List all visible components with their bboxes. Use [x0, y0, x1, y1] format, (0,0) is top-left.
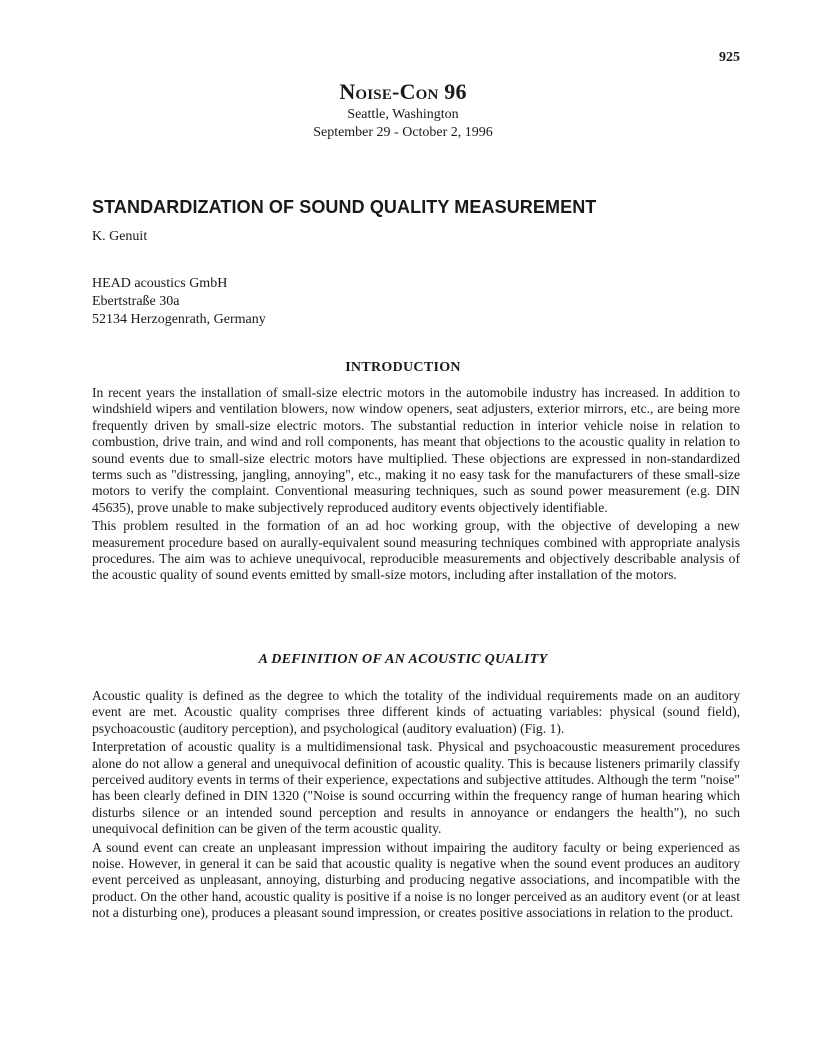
author-name: K. Genuit — [92, 229, 148, 244]
section-heading-definition: A DEFINITION OF AN ACOUSTIC QUALITY — [258, 652, 548, 667]
paragraph: A sound event can create an unpleasant impression without impairing the auditory faculty or being experienced as noise. However, in general it can be said that acoustic quality is negative when the sound event produces an auditory event perceived as unpleasant, annoying, disturbing and producing negative associations, and incompatible with the product. On the other hand, acoustic quality is positive if a noise is no longer perceived as an auditory event (or at least not a disturbing one), produces a pleasant sound impression, or creates positive associations in relation to the product. — [92, 839, 740, 921]
page-number: 925 — [719, 50, 740, 65]
paragraph: In recent years the installation of small-size electric motors in the automobile industry has increased. In addition to windshield wipers and ventilation blowers, now window openers, seat adjusters, exterior mirrors, etc., are being more frequently driven by small-size electric motors. The substantial reduction in interior vehicle noise in relation to combustion, drive train, and wind and roll components, has meant that objections to the acoustic quality in relation to sound events due to small-size electric motors have multiplied. These objections are expressed in non-standardized terms such as "distressing, jangling, annoying", etc., making it no easy task for the manufacturers of these small-size motors to verify the complaint. Conventional measuring techniques, such as sound power measurement (e.g. DIN 45635), prove unable to make subjectively reproduced auditory events objectively identifiable. — [92, 385, 740, 515]
conference-header — [0, 78, 806, 142]
paragraph: This problem resulted in the formation of an ad hoc working group, with the objective of developing a new measurement procedure based on aurally-equivalent sound measuring techniques combined with appropriate analysis procedures. The aim was to achieve unequivocal, reproducible measurements and objectively describable analysis of the acoustic quality of sound events emitted by small-size motors, including after installation of the motors. — [92, 518, 740, 583]
conference-dates: September 29 - October 2, 1996 — [313, 125, 493, 140]
introduction-body — [92, 385, 740, 586]
paragraph: Interpretation of acoustic quality is a multidimensional task. Physical and psychoacoustic measurement procedures alone do not allow a general and unequivocal definition of acoustic quality. This is because listeners primarily classify perceived auditory events in terms of their experience, expectations and subjective attitudes. Although the term "noise" has been clearly defined in DIN 1320 ("Noise is sound occurring within the frequency range of human hearing which disturbs silence or an intended sound perception and results in annoyance or endangers the health"), no such unequivocal definition can be given of the term acoustic quality. — [92, 739, 740, 837]
paragraph: Acoustic quality is defined as the degree to which the totality of the individual requirements made on an auditory event are met. Acoustic quality comprises three different kinds of actuating variables: physical (sound field), psychoacoustic (auditory perception), and psychological (auditory evaluation) (Fig. 1). — [92, 688, 740, 736]
author-affiliation — [92, 275, 266, 329]
definition-body — [92, 688, 740, 924]
conference-title: Noise-Con 96 — [339, 79, 467, 104]
section-heading-introduction: INTRODUCTION — [345, 360, 461, 375]
affiliation-line: Ebertstraße 30a — [92, 294, 180, 309]
conference-location: Seattle, Washington — [347, 107, 459, 122]
affiliation-line: 52134 Herzogenrath, Germany — [92, 312, 266, 327]
affiliation-line: HEAD acoustics GmbH — [92, 276, 228, 291]
paper-title: STANDARDIZATION OF SOUND QUALITY MEASUREMENT — [92, 197, 597, 217]
